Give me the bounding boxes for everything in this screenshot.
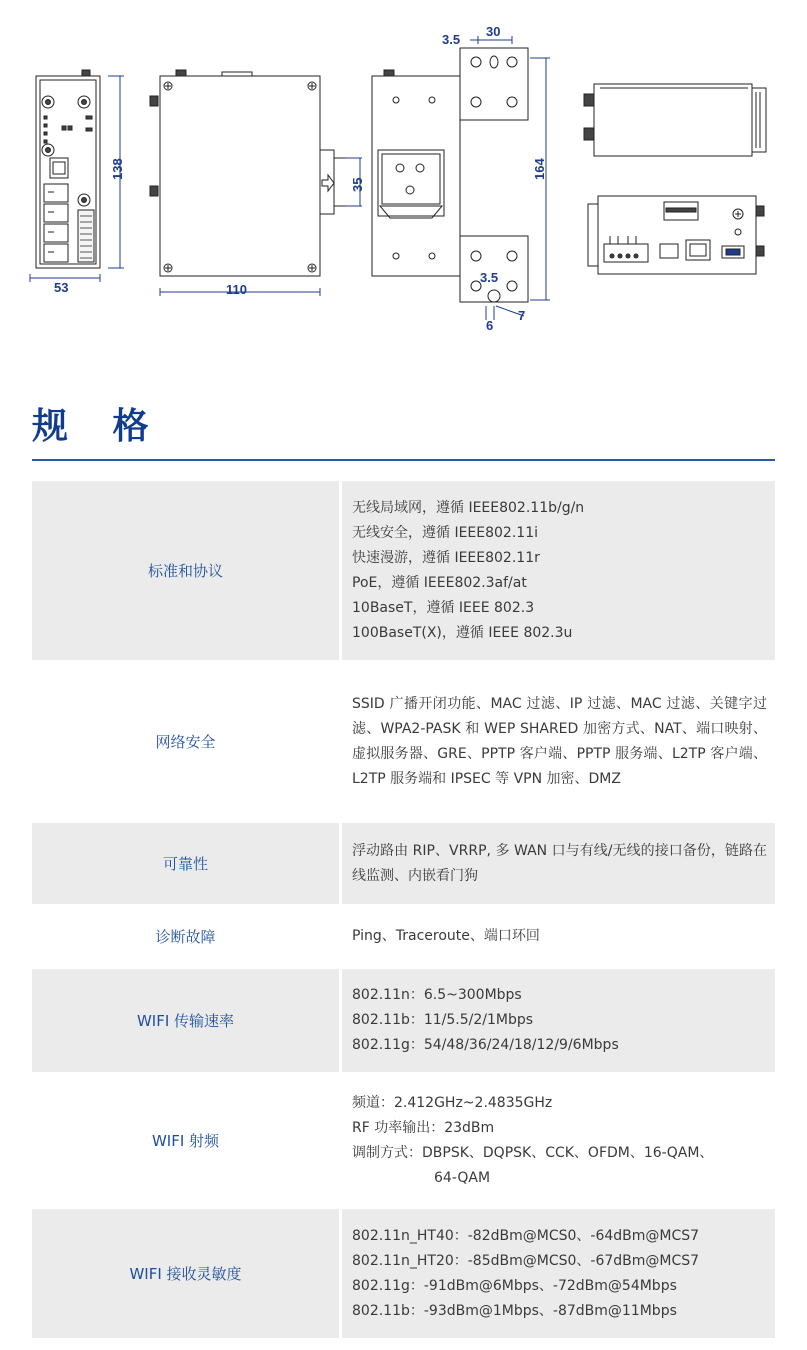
bottom-view bbox=[588, 196, 764, 274]
dim-rail-bottom-offset: 3.5 bbox=[480, 270, 499, 285]
spec-value-line: 802.11g：54/48/36/24/18/12/9/6Mbps bbox=[352, 1037, 619, 1053]
spec-value bbox=[339, 1075, 775, 1206]
spec-value-line: 频道：2.412GHz~2.4835GHz bbox=[352, 1094, 553, 1111]
spec-value-line: 64-QAM bbox=[434, 1169, 491, 1186]
spec-label: WIFI 接收灵敏度 bbox=[32, 1209, 339, 1338]
dim-rail-bottom-6: 6 bbox=[486, 318, 494, 333]
spec-value-line: 无线安全，遵循 IEEE802.11i bbox=[352, 524, 538, 541]
spec-row bbox=[32, 969, 775, 1075]
title-divider bbox=[32, 459, 775, 461]
spec-value-line: 802.11b：11/5.5/2/1Mbps bbox=[352, 1012, 534, 1028]
spec-value-line: 无线局域网，遵循 IEEE802.11b/g/n bbox=[352, 499, 585, 516]
dim-side-width: 110 bbox=[226, 282, 247, 297]
dim-rail-height: 35 bbox=[350, 177, 365, 192]
dim-rail-bottom-7: 7 bbox=[518, 308, 526, 323]
side-view bbox=[150, 70, 362, 296]
spec-value bbox=[339, 663, 775, 820]
spec-row bbox=[32, 663, 775, 823]
spec-value-line: 快速漫游，遵循 IEEE802.11r bbox=[352, 549, 540, 566]
spec-value bbox=[339, 1209, 775, 1338]
spec-value-line: Ping、Traceroute、端口环回 bbox=[352, 928, 540, 944]
spec-value-line: PoE，遵循 IEEE802.3af/at bbox=[352, 574, 527, 591]
spec-value-line: RF 功率输出：23dBm bbox=[352, 1119, 495, 1136]
spec-label: 可靠性 bbox=[32, 823, 339, 904]
spec-label: 标准和协议 bbox=[32, 481, 339, 660]
spec-row bbox=[32, 481, 775, 663]
spec-row bbox=[32, 823, 775, 907]
top-view bbox=[584, 84, 766, 156]
rail-view bbox=[372, 36, 550, 320]
spec-row bbox=[32, 907, 775, 969]
dim-front-height: 138 bbox=[110, 158, 125, 180]
spec-value-paragraph: 浮动路由 RIP、VRRP, 多 WAN 口与有线/无线的接口备份，链路在线监测、内嵌看门狗 bbox=[352, 842, 767, 884]
spec-value bbox=[339, 907, 775, 966]
spec-value-paragraph: SSID 广播开闭功能、MAC 过滤、IP 过滤、MAC 过滤、关键字过滤、WPA2-PASK 和 WEP SHARED 加密方式、NAT、端口映射、虚拟服务器、GRE、PPTP 客户端、PPTP 服务端、L2TP 客户端、L2TP 服务端和 IPSEC 等 VPN 加密、DMZ bbox=[352, 695, 767, 787]
spec-label: WIFI 射频 bbox=[151, 1132, 220, 1150]
spec-value-line: 802.11b：-93dBm@1Mbps、-87dBm@11Mbps bbox=[352, 1302, 677, 1319]
dimension-drawing bbox=[0, 0, 807, 360]
spec-value bbox=[339, 823, 775, 904]
spec-label: WIFI 传输速率 bbox=[32, 969, 339, 1072]
dim-front-width: 53 bbox=[54, 280, 69, 295]
section-title: 规 格 bbox=[32, 406, 165, 447]
spec-value-line: 802.11n_HT40：-82dBm@MCS0、-64dBm@MCS7 bbox=[352, 1227, 700, 1244]
spec-table bbox=[32, 481, 775, 1341]
spec-value-line: 100BaseT(X)，遵循 IEEE 802.3u bbox=[352, 624, 573, 641]
spec-row bbox=[32, 1209, 775, 1341]
spec-value bbox=[339, 969, 775, 1072]
spec-row bbox=[32, 1075, 775, 1209]
dim-rail-top-offset: 3.5 bbox=[442, 32, 461, 47]
spec-value-line: 802.11n_HT20：-85dBm@MCS0、-67dBm@MCS7 bbox=[352, 1252, 700, 1269]
spec-label: 诊断故障 bbox=[155, 928, 216, 946]
spec-value-line: 802.11n：6.5~300Mbps bbox=[352, 987, 522, 1003]
dim-rail-top-span: 30 bbox=[486, 24, 501, 39]
spec-value-line: 调制方式：DBPSK、DQPSK、CCK、OFDM、16-QAM、 bbox=[352, 1144, 714, 1161]
spec-label: 网络安全 bbox=[155, 733, 216, 751]
dim-rail-total-height: 164 bbox=[532, 158, 547, 180]
spec-value bbox=[339, 481, 775, 660]
spec-value-line: 802.11g：-91dBm@6Mbps、-72dBm@54Mbps bbox=[352, 1277, 677, 1294]
spec-value-line: 10BaseT，遵循 IEEE 802.3 bbox=[352, 599, 535, 616]
